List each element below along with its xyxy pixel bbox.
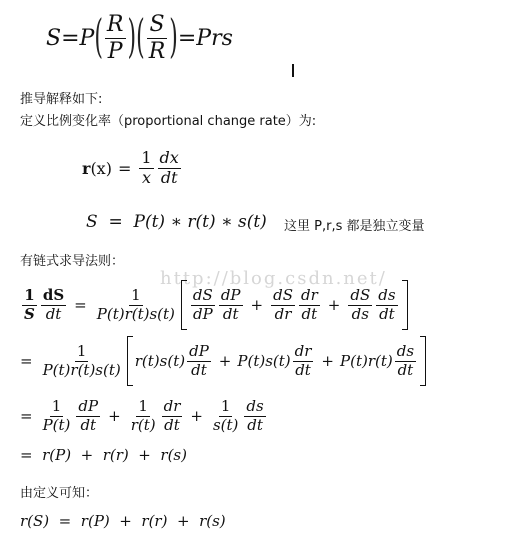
text-cursor — [292, 64, 294, 77]
fraction-numerator: ds — [378, 286, 396, 305]
fraction-numerator: dr — [163, 397, 181, 416]
right-bracket — [420, 336, 426, 386]
fraction — [293, 343, 314, 379]
fraction-denominator: P(t)r(t)s(t) — [96, 304, 175, 323]
fraction-numerator: R — [106, 12, 124, 38]
formula-p: P — [79, 25, 95, 51]
fraction-denominator: dt — [301, 304, 318, 323]
chain-rule-heading: 有链式求导法则： — [20, 254, 125, 269]
fraction-numerator: 1 — [76, 342, 87, 361]
fraction — [187, 343, 211, 379]
rate-arg: (x) — [90, 158, 112, 178]
fraction — [41, 398, 73, 434]
formula-s: S — [46, 25, 62, 51]
fraction — [395, 343, 416, 379]
step2-equation — [20, 336, 428, 386]
step3-equation — [20, 392, 268, 440]
coefficient: r(t)s(t) — [134, 352, 186, 370]
equals: = — [117, 158, 132, 178]
fraction-numerator: ds — [396, 342, 415, 361]
rate-equation — [82, 146, 183, 190]
fraction-numerator: dr — [300, 286, 318, 305]
formula-equals: = — [61, 25, 80, 51]
equals: = — [74, 296, 87, 314]
fraction-one-over-prs — [95, 287, 177, 323]
fraction-numerator: dP — [78, 397, 99, 416]
fraction-dx-dt — [158, 149, 181, 187]
fraction-numerator: dS — [350, 286, 371, 305]
right-paren: ) — [169, 11, 178, 65]
fraction-denominator: x — [141, 167, 151, 187]
left-bracket — [181, 280, 187, 330]
fraction-numerator: 1 — [131, 286, 141, 305]
fraction-numerator: 1 — [220, 397, 231, 416]
fraction — [162, 398, 183, 434]
fraction-denominator: R — [148, 38, 166, 64]
formula-prs: Prs — [196, 25, 233, 51]
chain-rule-equation — [20, 280, 410, 330]
fraction-numerator: 1 — [51, 397, 62, 416]
plus: + — [327, 296, 341, 314]
fraction-denominator: S — [24, 304, 35, 323]
fraction-numerator: 1 — [141, 148, 152, 168]
fraction-one-over-x — [139, 149, 153, 187]
fraction — [244, 398, 265, 434]
fraction — [191, 287, 215, 323]
fraction-numerator: dP — [220, 286, 241, 305]
plus: + — [321, 352, 334, 370]
fraction-denominator: dt — [247, 415, 263, 434]
fraction-numerator: dS — [192, 286, 213, 305]
fraction-s-over-r — [147, 12, 168, 64]
plus: + — [108, 407, 121, 425]
fraction-numerator: 1 — [24, 286, 35, 305]
fraction-denominator: P — [107, 38, 123, 64]
coefficient: P(t)r(t) — [340, 352, 393, 370]
rate-r: r — [82, 158, 91, 178]
fraction — [299, 287, 320, 323]
product-equation: S = P(t) ∗ r(t) ∗ s(t) — [86, 212, 267, 232]
variables-note: 这里 P,r,s 都是独立变量 — [284, 219, 425, 234]
left-paren: ( — [94, 11, 103, 65]
step4-equation: = r(P) + r(r) + r(s) — [20, 446, 187, 464]
fraction-denominator: r(t) — [130, 415, 156, 434]
fraction-numerator: dx — [159, 148, 179, 168]
plus: + — [190, 407, 203, 425]
fraction-numerator: dP — [189, 342, 209, 361]
fraction-denominator: dt — [45, 304, 62, 323]
fraction-numerator: dS — [42, 286, 65, 305]
fraction-denominator: P(t)r(t)s(t) — [42, 360, 121, 379]
watermark: http://blog.csdn.net/ — [160, 268, 387, 289]
equals: = — [20, 407, 33, 425]
fraction-numerator: dS — [273, 286, 293, 305]
top-formula — [46, 10, 233, 66]
equals: = — [20, 352, 33, 370]
left-paren: ( — [136, 11, 145, 65]
fraction-denominator: dr — [274, 304, 292, 323]
fraction-one-over-s — [22, 287, 37, 323]
fraction — [271, 287, 295, 323]
fraction — [348, 287, 372, 323]
coefficient: P(t)s(t) — [237, 352, 291, 370]
fraction — [211, 398, 240, 434]
fraction-denominator: dt — [191, 360, 207, 379]
fraction-denominator: dP — [193, 304, 213, 323]
fraction-r-over-p — [105, 12, 126, 64]
right-paren: ) — [127, 11, 137, 65]
fraction-denominator: dt — [222, 304, 239, 323]
right-bracket — [402, 280, 408, 330]
fraction-numerator: 1 — [138, 397, 148, 416]
fraction-denominator: ds — [351, 304, 369, 323]
fraction — [129, 398, 158, 434]
formula-equals: = — [177, 25, 197, 51]
fraction-numerator: ds — [246, 397, 264, 416]
definition-line: 定义比例变化率（proportional change rate）为: — [20, 114, 317, 129]
fraction — [376, 287, 397, 323]
fraction-denominator: dt — [397, 360, 414, 379]
fraction-denominator: dt — [80, 415, 97, 434]
fraction-denominator: dt — [160, 167, 178, 187]
fraction — [76, 398, 100, 434]
fraction-one-over-prs — [41, 343, 123, 379]
fraction-denominator: dt — [295, 360, 311, 379]
left-bracket — [127, 336, 133, 386]
plus: + — [250, 296, 264, 314]
final-equation: r(S) = r(P) + r(r) + r(s) — [20, 512, 226, 530]
fraction-denominator: s(t) — [212, 415, 239, 434]
fraction-denominator: dt — [379, 304, 395, 323]
plus: + — [218, 352, 232, 370]
fraction-numerator: dr — [294, 342, 312, 361]
by-definition-heading: 由定义可知： — [20, 486, 99, 501]
fraction — [219, 287, 243, 323]
fraction-denominator: P(t) — [42, 415, 71, 434]
fraction-denominator: dt — [164, 415, 180, 434]
fraction-ds-dt — [41, 287, 66, 323]
derivation-heading: 推导解释如下: — [20, 92, 103, 107]
fraction-numerator: S — [149, 12, 165, 38]
